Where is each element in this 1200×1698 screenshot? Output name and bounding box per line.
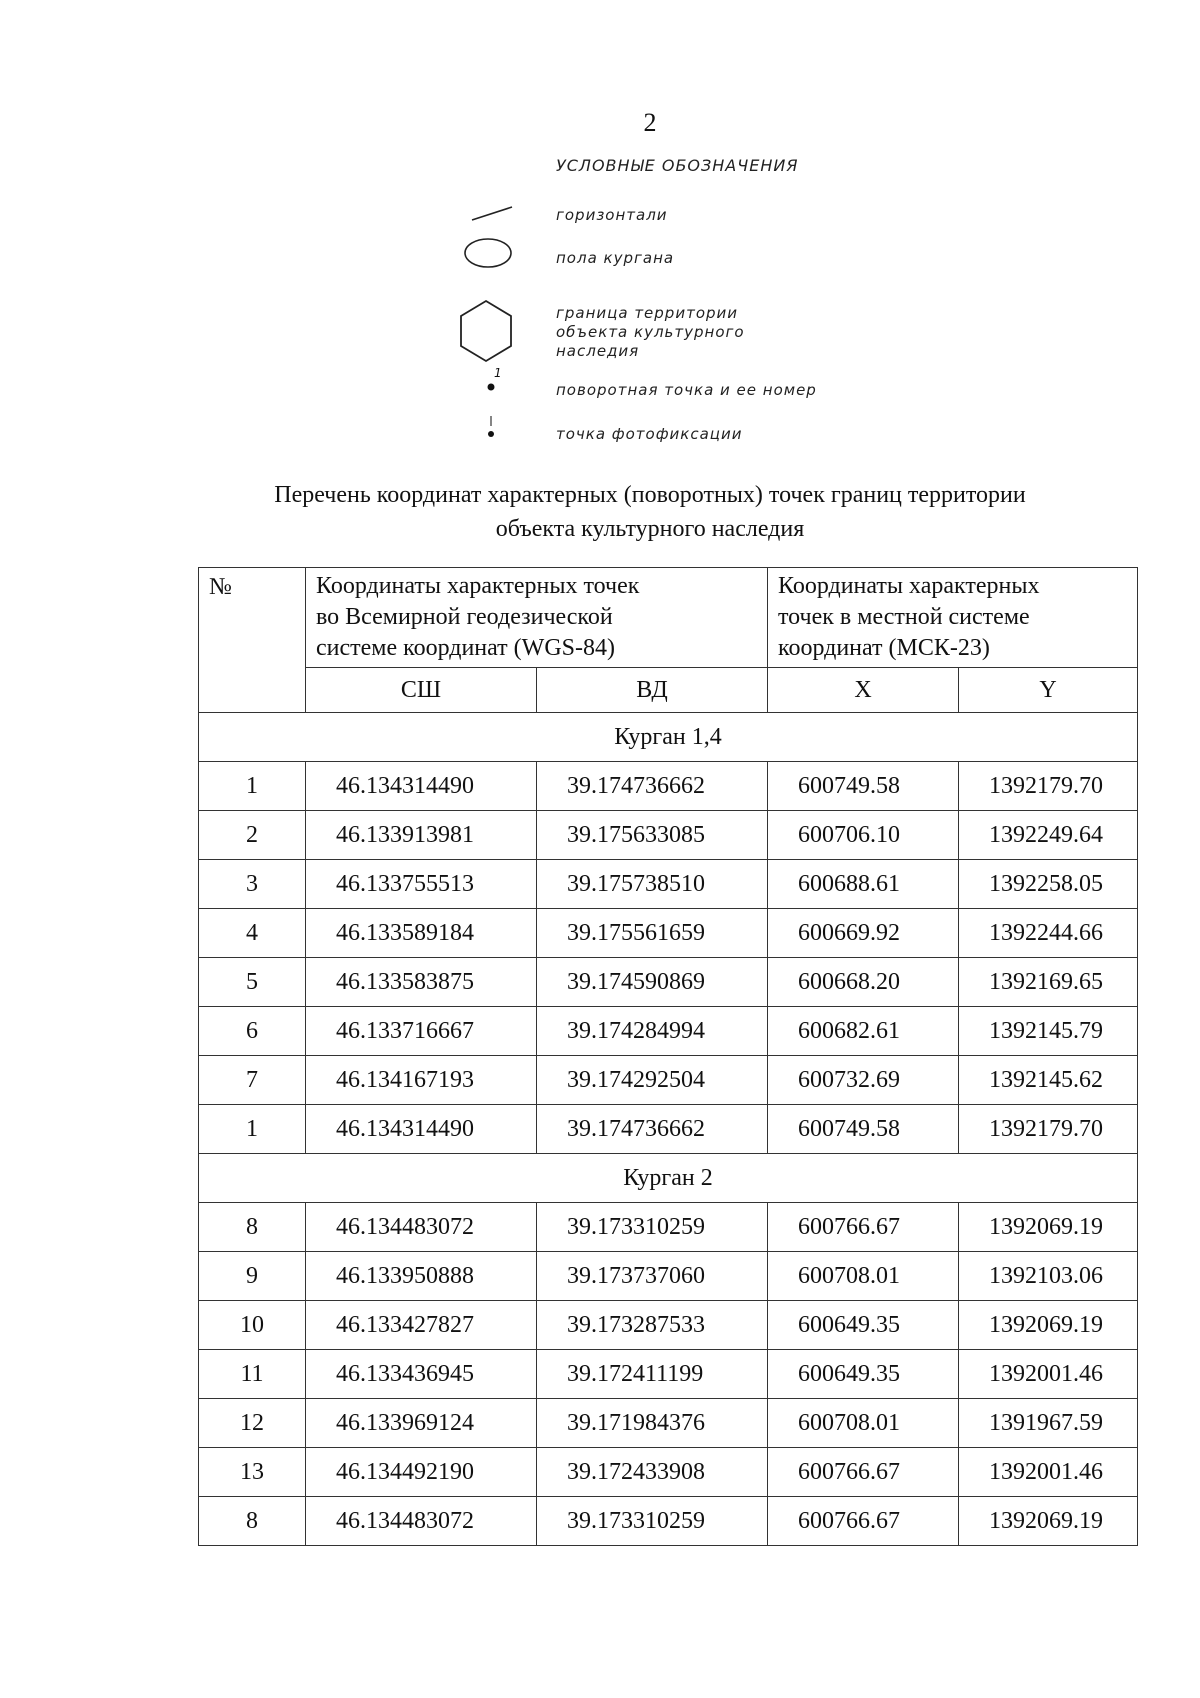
longitude-cell: 39.174284994 (537, 1007, 768, 1056)
title-line-2: объекта культурного наследия (495, 516, 805, 542)
latitude-cell: 46.133755513 (306, 860, 537, 909)
document-title (0, 478, 1200, 546)
latitude-cell: 46.133436945 (306, 1350, 537, 1399)
header-msk23-line-2: точек в местной системе (778, 604, 1030, 630)
point-number-cell: 2 (199, 811, 306, 860)
latitude-cell: 46.134483072 (306, 1203, 537, 1252)
point-number-cell: 9 (199, 1252, 306, 1301)
latitude-cell: 46.134314490 (306, 762, 537, 811)
legend-boundary-line-3: наследия (556, 342, 640, 360)
point-number-cell: 1 (199, 1105, 306, 1154)
table-row (199, 1350, 1138, 1399)
longitude-cell: 39.173287533 (537, 1301, 768, 1350)
table-row (199, 1252, 1138, 1301)
table-row (199, 1399, 1138, 1448)
table-row (199, 909, 1138, 958)
point-number-cell: 8 (199, 1203, 306, 1252)
section-title: Курган 1,4 (199, 713, 1138, 762)
legend-boundary-line-2: объекта культурного (556, 323, 745, 341)
y-coord-cell: 1392179.70 (959, 1105, 1138, 1154)
latitude-cell: 46.133583875 (306, 958, 537, 1007)
header-x: X (768, 668, 959, 713)
longitude-cell: 39.173737060 (537, 1252, 768, 1301)
y-coord-cell: 1392179.70 (959, 762, 1138, 811)
header-number: № (199, 568, 306, 713)
point-number-cell: 6 (199, 1007, 306, 1056)
y-coord-cell: 1392103.06 (959, 1252, 1138, 1301)
header-msk23 (768, 568, 1138, 668)
table-row (199, 1301, 1138, 1350)
table-row (199, 1497, 1138, 1546)
longitude-cell: 39.172433908 (537, 1448, 768, 1497)
x-coord-cell: 600668.20 (768, 958, 959, 1007)
latitude-cell: 46.134314490 (306, 1105, 537, 1154)
legend-label-turning-point: поворотная точка и ее номер (556, 381, 817, 399)
table-body (199, 713, 1138, 1546)
latitude-cell: 46.134167193 (306, 1056, 537, 1105)
y-coord-cell: 1392069.19 (959, 1301, 1138, 1350)
latitude-cell: 46.133969124 (306, 1399, 537, 1448)
longitude-cell: 39.172411199 (537, 1350, 768, 1399)
header-msk23-line-3: координат (МСК-23) (778, 635, 990, 661)
table-row (199, 811, 1138, 860)
y-coord-cell: 1392001.46 (959, 1448, 1138, 1497)
header-wgs84-line-2: во Всемирной геодезической (316, 604, 613, 630)
point-number-cell: 1 (199, 762, 306, 811)
x-coord-cell: 600749.58 (768, 1105, 959, 1154)
ellipse-icon (462, 236, 514, 270)
longitude-cell: 39.171984376 (537, 1399, 768, 1448)
table-row (199, 1007, 1138, 1056)
longitude-cell: 39.175561659 (537, 909, 768, 958)
point-number-cell: 11 (199, 1350, 306, 1399)
x-coord-cell: 600649.35 (768, 1301, 959, 1350)
section-row (199, 1154, 1138, 1203)
legend-label-mound-floor: пола кургана (556, 249, 675, 267)
x-coord-cell: 600669.92 (768, 909, 959, 958)
point-number-cell: 7 (199, 1056, 306, 1105)
point-number-cell: 3 (199, 860, 306, 909)
latitude-cell: 46.133589184 (306, 909, 537, 958)
header-y: Y (959, 668, 1138, 713)
table-row (199, 958, 1138, 1007)
y-coord-cell: 1392169.65 (959, 958, 1138, 1007)
x-coord-cell: 600649.35 (768, 1350, 959, 1399)
header-wgs84-line-3: системе координат (WGS-84) (316, 635, 615, 661)
legend-label-boundary (556, 304, 745, 361)
y-coord-cell: 1392069.19 (959, 1497, 1138, 1546)
y-coord-cell: 1392069.19 (959, 1203, 1138, 1252)
x-coord-cell: 600706.10 (768, 811, 959, 860)
y-coord-cell: 1392244.66 (959, 909, 1138, 958)
contour-line-icon (470, 204, 514, 222)
x-coord-cell: 600766.67 (768, 1203, 959, 1252)
x-coord-cell: 600708.01 (768, 1399, 959, 1448)
x-coord-cell: 600766.67 (768, 1448, 959, 1497)
table-subheader-row (199, 668, 1138, 713)
point-number-cell: 8 (199, 1497, 306, 1546)
table-row (199, 1448, 1138, 1497)
table-row (199, 1203, 1138, 1252)
table-row (199, 860, 1138, 909)
header-longitude: ВД (537, 668, 768, 713)
coordinates-table (198, 567, 1138, 1546)
y-coord-cell: 1391967.59 (959, 1399, 1138, 1448)
point-number-cell: 4 (199, 909, 306, 958)
latitude-cell: 46.134483072 (306, 1497, 537, 1546)
legend-label-contour: горизонтали (556, 206, 668, 224)
header-wgs84 (306, 568, 768, 668)
longitude-cell: 39.175738510 (537, 860, 768, 909)
turning-point-marker: 1 (494, 366, 502, 380)
header-latitude: СШ (306, 668, 537, 713)
point-number-cell: 12 (199, 1399, 306, 1448)
point-number-cell: 5 (199, 958, 306, 1007)
table-row (199, 762, 1138, 811)
x-coord-cell: 600708.01 (768, 1252, 959, 1301)
longitude-cell: 39.175633085 (537, 811, 768, 860)
latitude-cell: 46.133716667 (306, 1007, 537, 1056)
x-coord-cell: 600688.61 (768, 860, 959, 909)
y-coord-cell: 1392001.46 (959, 1350, 1138, 1399)
x-coord-cell: 600732.69 (768, 1056, 959, 1105)
legend-label-photo-point: точка фотофиксации (556, 425, 743, 443)
longitude-cell: 39.174736662 (537, 1105, 768, 1154)
latitude-cell: 46.134492190 (306, 1448, 537, 1497)
longitude-cell: 39.174590869 (537, 958, 768, 1007)
x-coord-cell: 600766.67 (768, 1497, 959, 1546)
header-wgs84-line-1: Координаты характерных точек (316, 573, 640, 599)
latitude-cell: 46.133950888 (306, 1252, 537, 1301)
section-row (199, 713, 1138, 762)
hexagon-icon (458, 298, 514, 364)
table-row (199, 1056, 1138, 1105)
y-coord-cell: 1392258.05 (959, 860, 1138, 909)
page-number: 2 (643, 108, 657, 137)
longitude-cell: 39.173310259 (537, 1203, 768, 1252)
title-line-1: Перечень координат характерных (поворотных) точек границ территории (274, 482, 1026, 508)
point-number-cell: 13 (199, 1448, 306, 1497)
section-title: Курган 2 (199, 1154, 1138, 1203)
y-coord-cell: 1392145.79 (959, 1007, 1138, 1056)
table-row (199, 1105, 1138, 1154)
turning-point-icon (484, 380, 498, 394)
photo-point-icon (484, 414, 498, 442)
longitude-cell: 39.174292504 (537, 1056, 768, 1105)
y-coord-cell: 1392145.62 (959, 1056, 1138, 1105)
legend-title: УСЛОВНЫЕ ОБОЗНАЧЕНИЯ (556, 156, 799, 175)
header-msk23-line-1: Координаты характерных (778, 573, 1040, 599)
longitude-cell: 39.173310259 (537, 1497, 768, 1546)
latitude-cell: 46.133913981 (306, 811, 537, 860)
x-coord-cell: 600682.61 (768, 1007, 959, 1056)
legend-boundary-line-1: граница территории (556, 304, 739, 322)
point-number-cell: 10 (199, 1301, 306, 1350)
y-coord-cell: 1392249.64 (959, 811, 1138, 860)
x-coord-cell: 600749.58 (768, 762, 959, 811)
latitude-cell: 46.133427827 (306, 1301, 537, 1350)
table-header-row (199, 568, 1138, 668)
longitude-cell: 39.174736662 (537, 762, 768, 811)
